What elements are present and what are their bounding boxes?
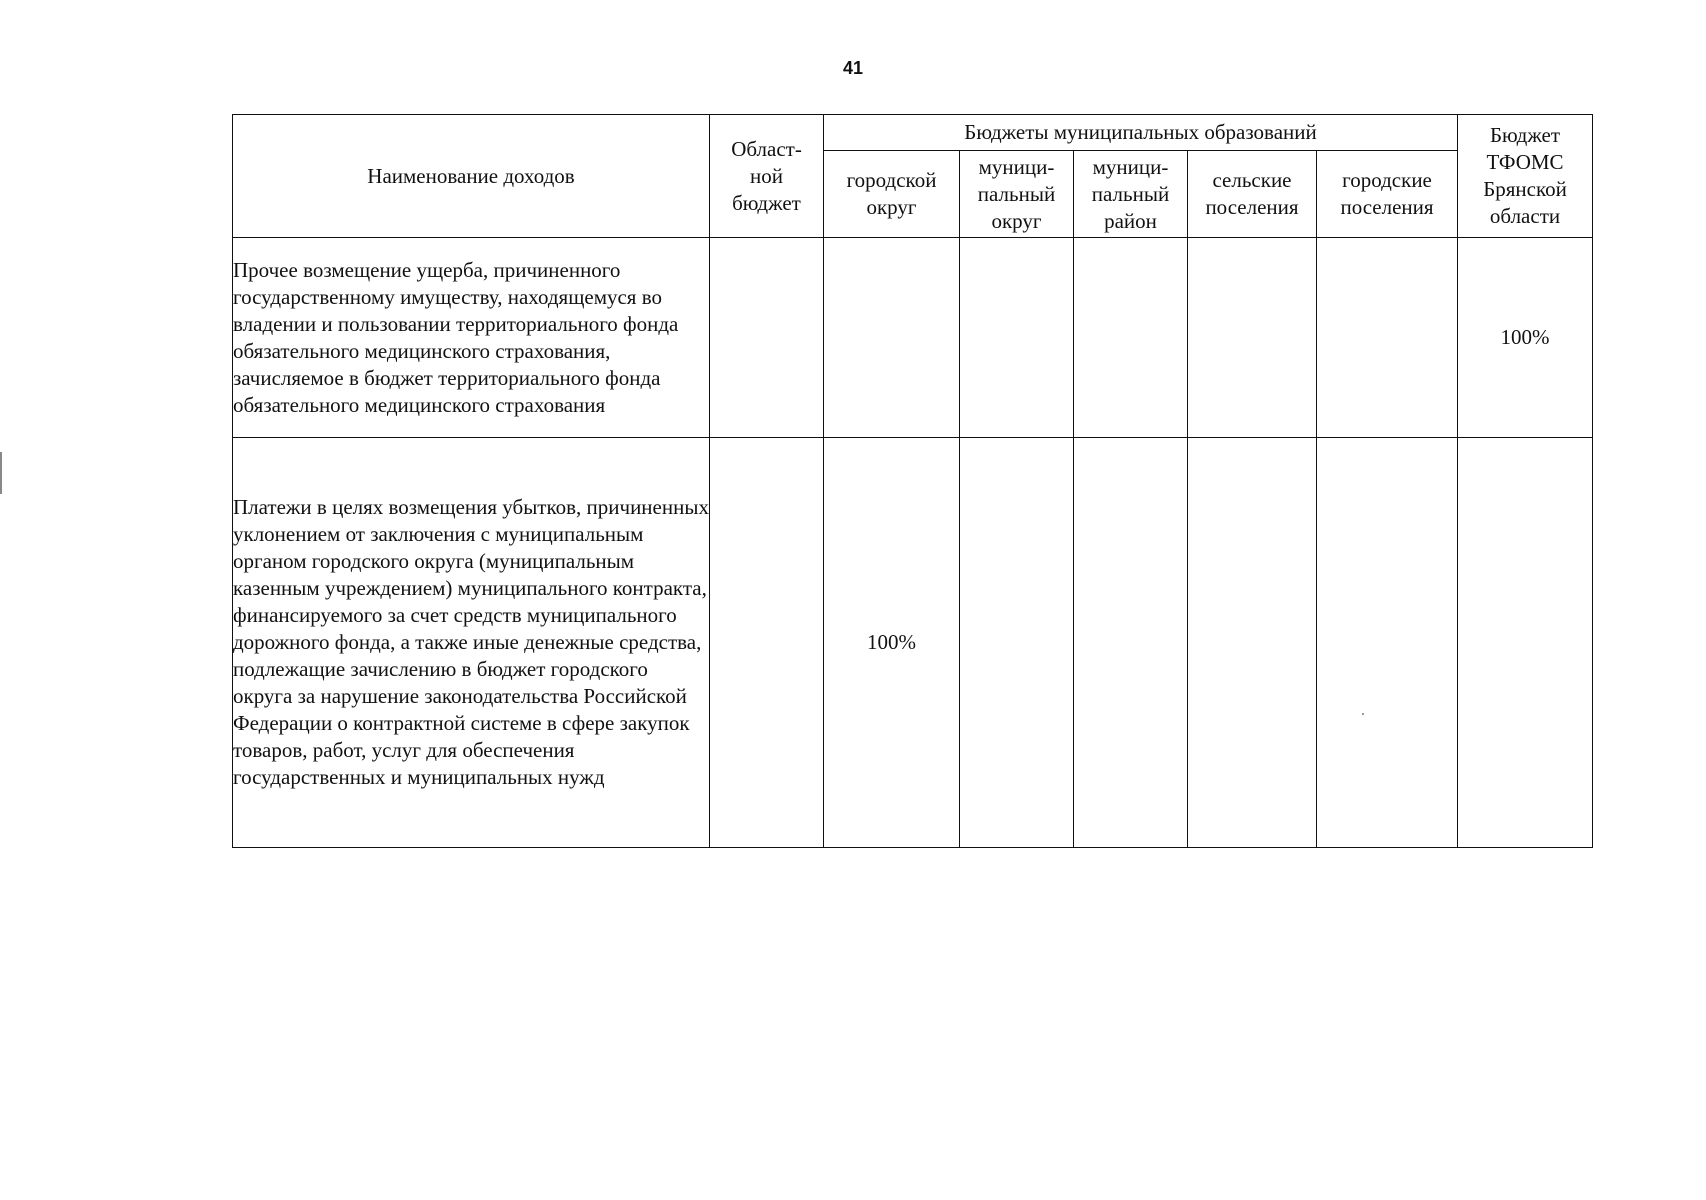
header-regional-budget-text: Област- ной бюджет [731, 136, 802, 215]
municipal-district-cell [960, 238, 1074, 438]
municipal-region-cell [1074, 238, 1188, 438]
header-tfoms-budget-text: Бюджет ТФОМС Брянской области [1483, 123, 1567, 228]
header-municipal-budgets [824, 115, 1458, 151]
tfoms-budget-cell: 100% [1458, 238, 1593, 438]
header-city-district-text: городской округ [846, 168, 937, 219]
header-municipal-region [1074, 151, 1188, 238]
header-income-name [233, 115, 710, 238]
regional-budget-cell [710, 238, 824, 438]
rural-settlements-cell [1188, 238, 1317, 438]
income-name-cell: Платежи в целях возмещения убытков, причиненных уклонением от заключения с муниципальным органом городского округа (муниципальным казенным учреждением) муниципального контракта, финансируемого за счет средств муниципального дорожного фонда, а также иные денежные средства, подлежащие зачислению в бюджет городского округа за нарушение законодательства Российской Федерации о контрактной системе в сфере закупок товаров, работ, услуг для обеспечения государственных и муниципальных нужд [233, 438, 710, 848]
header-tfoms-budget [1458, 115, 1593, 238]
header-city-district [824, 151, 960, 238]
table-row [233, 438, 1593, 848]
header-regional-budget [710, 115, 824, 238]
municipal-district-cell [960, 438, 1074, 848]
header-municipal-district [960, 151, 1074, 238]
page-number: 41 [842, 58, 864, 78]
urban-settlements-cell [1317, 238, 1458, 438]
table-row [233, 238, 1593, 438]
urban-settlements-cell [1317, 438, 1458, 848]
income-distribution-table [232, 114, 1593, 848]
municipal-region-cell [1074, 438, 1188, 848]
header-urban-settlements [1317, 151, 1458, 238]
header-urban-settlements-text: городские поселения [1340, 168, 1434, 219]
scan-speck [1362, 713, 1364, 715]
scan-edge-mark [0, 452, 2, 494]
header-municipal-budgets-text: Бюджеты муниципальных образований [964, 120, 1317, 144]
header-income-name-text: Наименование доходов [367, 163, 575, 188]
regional-budget-cell [710, 438, 824, 848]
tfoms-budget-cell [1458, 438, 1593, 848]
income-name-cell: Прочее возмещение ущерба, причиненного государственному имуществу, находящемуся во владении и пользовании территориального фонда обязательного медицинского страхования, зачисляемое в бюджет территориального фонда обязательного медицинского страхования [233, 238, 710, 438]
rural-settlements-cell [1188, 438, 1317, 848]
city-district-cell: 100% [824, 438, 960, 848]
header-municipal-region-text: муници- пальный район [1091, 154, 1170, 233]
city-district-cell [824, 238, 960, 438]
header-rural-settlements-text: сельские поселения [1205, 168, 1299, 219]
header-rural-settlements [1188, 151, 1317, 238]
table-header-row [233, 115, 1593, 151]
header-municipal-district-text: муници- пальный округ [977, 154, 1056, 233]
